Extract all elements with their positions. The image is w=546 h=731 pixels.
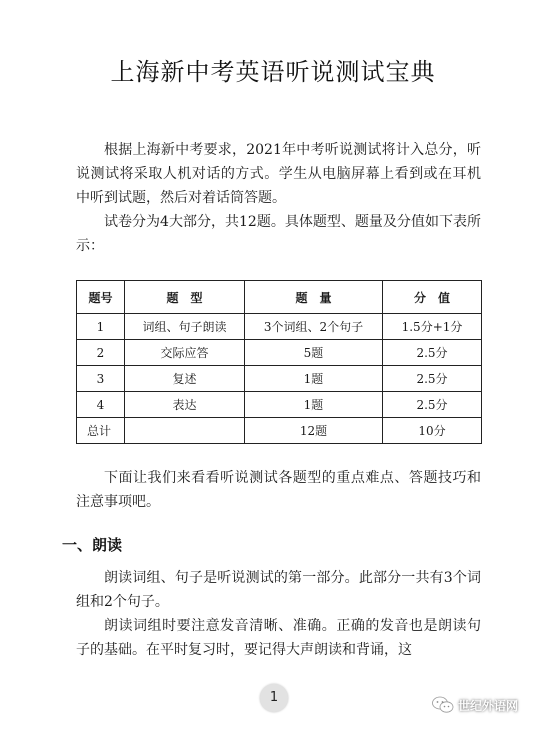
cell-type: 词组、句子朗读 [125,314,245,340]
cell-score: 2.5分 [383,366,482,392]
cell-score: 2.5分 [383,340,482,366]
cell-score: 1.5分+1分 [383,314,482,340]
cell-quantity: 1题 [245,366,383,392]
cell-quantity: 1题 [245,392,383,418]
cell-quantity: 12题 [245,418,383,444]
section-paragraph-2: 朗读词组时要注意发音清晰、准确。正确的发音也是朗读句子的基础。在平时复习时，要记得大声朗读和背诵，这 [76,618,481,658]
section-paragraph-1: 朗读词组、句子是听说测试的第一部分。此部分一共有3个词组和2个句子。 [76,570,481,610]
table-header-row [77,281,482,314]
cell-score: 2.5分 [383,392,482,418]
cell-quantity: 3个词组、2个句子 [245,314,383,340]
header-quantity: 题 量 [245,281,383,314]
page-title: 上海新中考英语听说测试宝典 [110,58,436,86]
cell-type: 表达 [125,392,245,418]
table-row-total [77,418,482,444]
table-row [77,392,482,418]
table-intro-paragraph: 试卷分为4大部分，共12题。具体题型、题量及分值如下表所示： [76,214,481,254]
cell-score: 10分 [383,418,482,444]
cell-type: 交际应答 [125,340,245,366]
cell-quantity: 5题 [245,340,383,366]
after-table-paragraph: 下面让我们来看看听说测试各题型的重点难点、答题技巧和注意事项吧。 [76,470,481,510]
header-number: 题号 [77,281,125,314]
watermark-text: 世纪外语网 [458,698,519,713]
section-heading: 一、朗读 [62,536,123,554]
cell-total-label: 总计 [77,418,125,444]
wechat-icon [432,696,454,714]
cell-number: 2 [77,340,125,366]
table-row [77,366,482,392]
page-number: 1 [260,684,288,712]
header-score: 分 值 [383,281,482,314]
cell-type: 复述 [125,366,245,392]
cell-number: 4 [77,392,125,418]
score-table [76,280,482,444]
table-row [77,314,482,340]
cell-number: 3 [77,366,125,392]
header-type: 题 型 [125,281,245,314]
watermark [432,694,518,716]
cell-type [125,418,245,444]
intro-paragraph: 根据上海新中考要求，2021年中考听说测试将计入总分，听说测试将采取人机对话的方式。学生从电脑屏幕上看到或在耳机中听到试题，然后对着话筒答题。 [76,142,481,206]
cell-number: 1 [77,314,125,340]
table-row [77,340,482,366]
